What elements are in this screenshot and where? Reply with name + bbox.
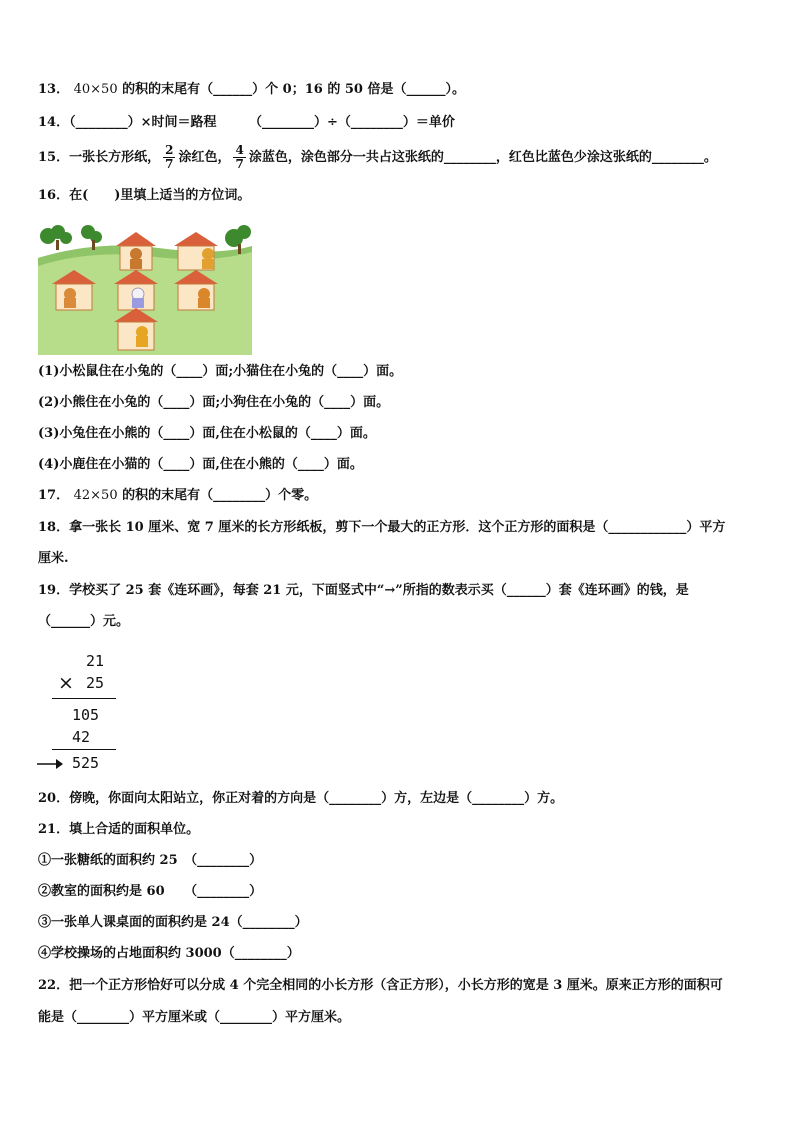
arrow-right-icon <box>36 758 64 770</box>
math-expression: 40×50 <box>73 82 118 97</box>
question-14 <box>38 113 760 133</box>
question-number: 18． <box>38 520 70 535</box>
product-result: 525 <box>72 754 100 772</box>
question-number: 21． <box>38 822 70 837</box>
question-19-line-2: （______）元。 <box>38 614 130 629</box>
question-18-line-1 <box>38 518 760 538</box>
question-20 <box>38 789 760 809</box>
question-16 <box>38 186 760 206</box>
q21-item-2: ②教室的面积约是 60 （________） <box>38 884 263 899</box>
multiplier: 25 <box>86 674 105 692</box>
q21-item-4: ④学校操场的占地面积约 3000（________） <box>38 946 300 961</box>
calc-rule <box>52 749 116 750</box>
question-17 <box>38 486 760 506</box>
times-sign: × <box>58 672 74 694</box>
q21-item-1: ①一张糖纸的面积约 25 （________） <box>38 853 263 868</box>
question-13 <box>38 80 760 100</box>
question-21 <box>38 820 760 840</box>
question-text: 在( )里填上适当的方位词。 <box>69 188 251 203</box>
question-number: 22． <box>38 978 70 993</box>
question-22-line-1 <box>38 976 760 996</box>
question-number: 14． <box>38 115 70 130</box>
question-number: 19． <box>38 583 70 598</box>
q21-item-3: ③一张单人课桌面的面积约是 24（________） <box>38 915 308 930</box>
question-22-line-2: 能是（________）平方厘米或（________）平方厘米。 <box>38 1010 351 1025</box>
partial-product-1: 105 <box>72 706 100 724</box>
vertical-multiplication <box>34 650 124 775</box>
q16-item-2: (2)小熊住在小兔的（____）面;小狗住在小兔的（____）面。 <box>38 395 390 410</box>
question-19-line-1 <box>38 581 760 601</box>
question-number: 15． <box>38 150 70 165</box>
question-number: 13． <box>38 82 70 97</box>
partial-product-2: 42 <box>72 728 91 746</box>
question-text: 涂蓝色，涂色部分一共占这张纸的________，红色比蓝色少涂这张纸的________。 <box>248 150 717 165</box>
question-number: 20． <box>38 791 70 806</box>
multiplicand: 21 <box>86 652 105 670</box>
question-number: 17． <box>38 488 70 503</box>
fraction-four-sevenths: $\frac{4}{7}$ <box>235 143 244 171</box>
animal-houses-illustration <box>38 218 252 355</box>
fraction-two-sevenths: $\frac{2}{7}$ <box>165 143 174 171</box>
q16-item-1: (1)小松鼠住在小兔的（____）面;小猫住在小兔的（____）面。 <box>38 364 403 379</box>
math-expression: 42×50 <box>73 488 118 503</box>
question-18-line-2: 厘米. <box>38 551 69 566</box>
question-number: 16． <box>38 188 70 203</box>
question-text: 把一个正方形恰好可以分成 4 个完全相同的小长方形（含正方形），小长方形的宽是 3 厘米。原来正方形的面积可 <box>69 978 723 993</box>
question-text: 的积的末尾有（______）个 0；16 的 50 倍是（______）。 <box>117 82 465 97</box>
q16-item-3: (3)小兔住在小熊的（____）面,住在小松鼠的（____）面。 <box>38 426 376 441</box>
question-text: 填上合适的面积单位。 <box>69 822 200 837</box>
q16-item-4: (4)小鹿住在小猫的（____）面,住在小熊的（____）面。 <box>38 457 363 472</box>
question-15 <box>38 140 760 176</box>
question-text: （________）×时间＝路程 （________）÷（________）＝单价 <box>69 115 455 130</box>
question-text: 涂红色， <box>178 150 231 165</box>
question-text: 学校买了 25 套《连环画》，每套 21 元，下面竖式中“→”所指的数表示买（______）套《连环画》的钱，是 <box>69 583 689 598</box>
calc-rule <box>52 698 116 699</box>
question-text: 的积的末尾有（________）个零。 <box>117 488 318 503</box>
question-text: 拿一张长 10 厘米、宽 7 厘米的长方形纸板，剪下一个最大的正方形．这个正方形的面积是（____________）平方 <box>69 520 726 535</box>
question-text: 傍晚，你面向太阳站立，你正对着的方向是（________）方，左边是（________）方。 <box>69 791 564 806</box>
question-text: 一张长方形纸， <box>69 150 161 165</box>
